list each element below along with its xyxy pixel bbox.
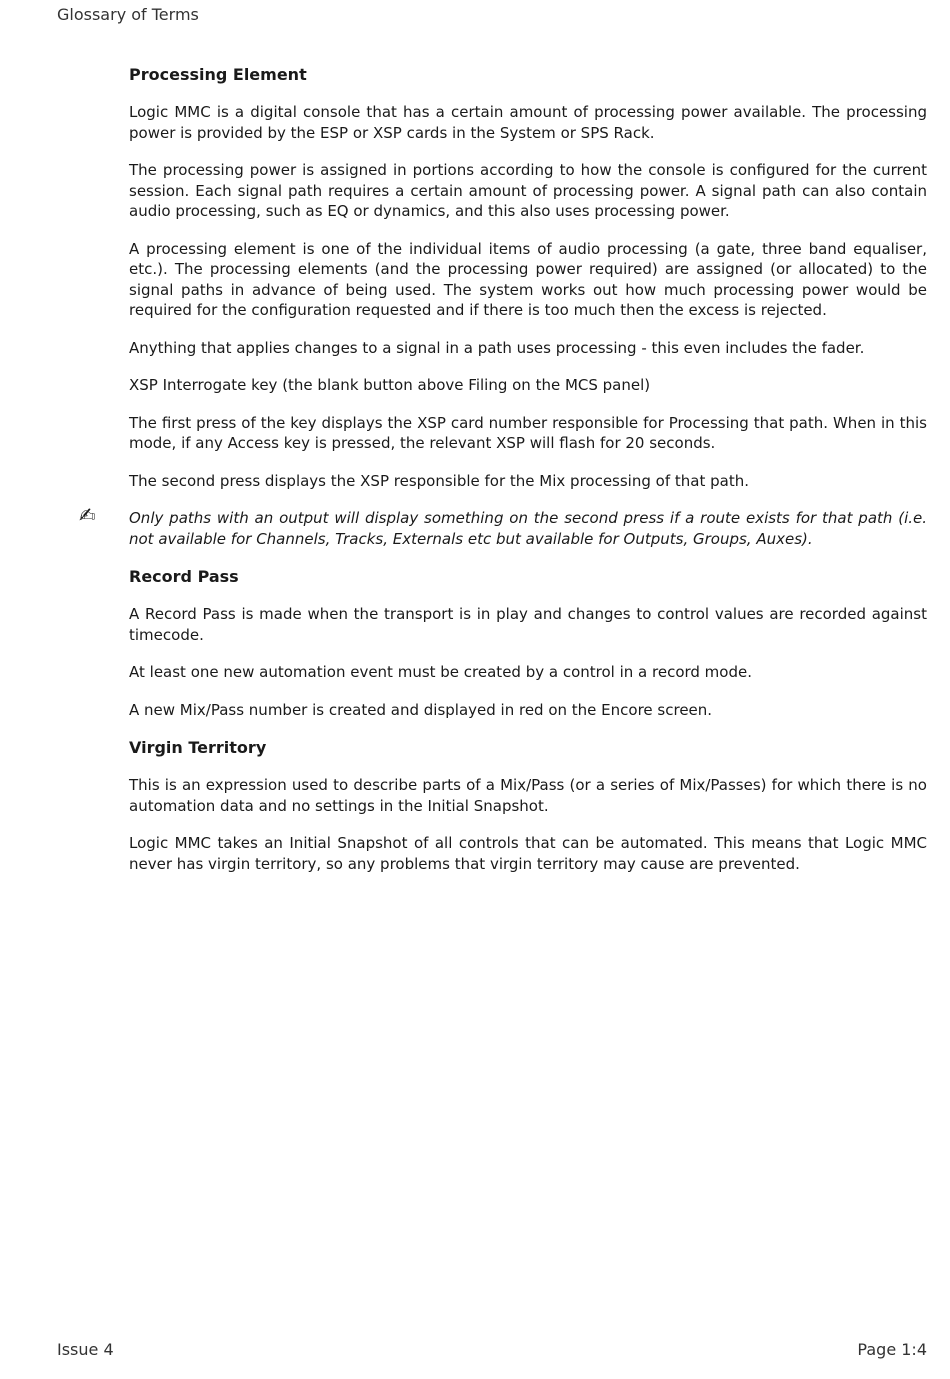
paragraph: The processing power is assigned in portions according to how the console is configured for the current session. Each signal path requires a certain amount of processing power. A signal path can also contain audio processing, such as EQ or dynamics, and this also uses processing power. [129,161,927,220]
xsp-interrogate-key-label: XSP Interrogate key [129,376,278,394]
paragraph: A new Mix/Pass number is created and displayed in red on the Encore screen. [129,700,713,719]
paragraph: This is an expression used to describe parts of a Mix/Pass (or a series of Mix/Passes) for which there is no automation data and no settings in the Initial Snapshot. [129,776,927,815]
note-text: Only paths with an output will display something on the second press if a route exists for that path (i.e. not available for Channels, Tracks, Externals etc but available for Outputs, Groups, Auxes). [129,509,927,548]
page-number: Page 1:4 [857,1340,927,1359]
note-paragraph [79,503,927,549]
page-content [79,64,927,891]
paragraph: A processing element is one of the individual items of audio processing (a gate, three band equaliser, etc.). The processing elements (and the processing power required) are assigned (or allocated) to the signal paths in advance of being used. The system works out how much processing power would be required for the configuration requested and if there is too much then the excess is rejected. [129,239,927,319]
running-header: Glossary of Terms [57,5,199,24]
paragraph: The first press of the key displays the XSP card number responsible for Processing that path. When in this mode, if any Access key is pressed, the relevant XSP will flash for 20 seconds. [129,413,927,452]
section-title-processing-element: Processing Element [129,65,307,84]
paragraph: A Record Pass is made when the transport is in play and changes to control values are recorded against timecode. [129,605,927,644]
section-title-virgin-territory: Virgin Territory [129,738,267,757]
writing-hand-icon: ✍ [79,503,96,527]
paragraph: Anything that applies changes to a signal in a path uses processing - this even includes the fader. [129,338,865,357]
paragraph: At least one new automation event must be created by a control in a record mode. [129,663,752,681]
paragraph: Logic MMC is a digital console that has a certain amount of processing power available. The processing power is provided by the ESP or XSP cards in the System or SPS Rack. [129,103,927,142]
section-title-record-pass: Record Pass [129,567,239,586]
issue-number: Issue 4 [57,1340,114,1359]
paragraph: The second press displays the XSP responsible for the Mix processing of that path. [129,471,749,490]
xsp-interrogate-key-description: (the blank button above Filing on the MCS panel) [277,376,651,394]
xsp-interrogate-paragraph [129,375,927,396]
paragraph: Logic MMC takes an Initial Snapshot of all controls that can be automated. This means that Logic MMC never has virgin territory, so any problems that virgin territory may cause are prevented. [129,834,927,873]
